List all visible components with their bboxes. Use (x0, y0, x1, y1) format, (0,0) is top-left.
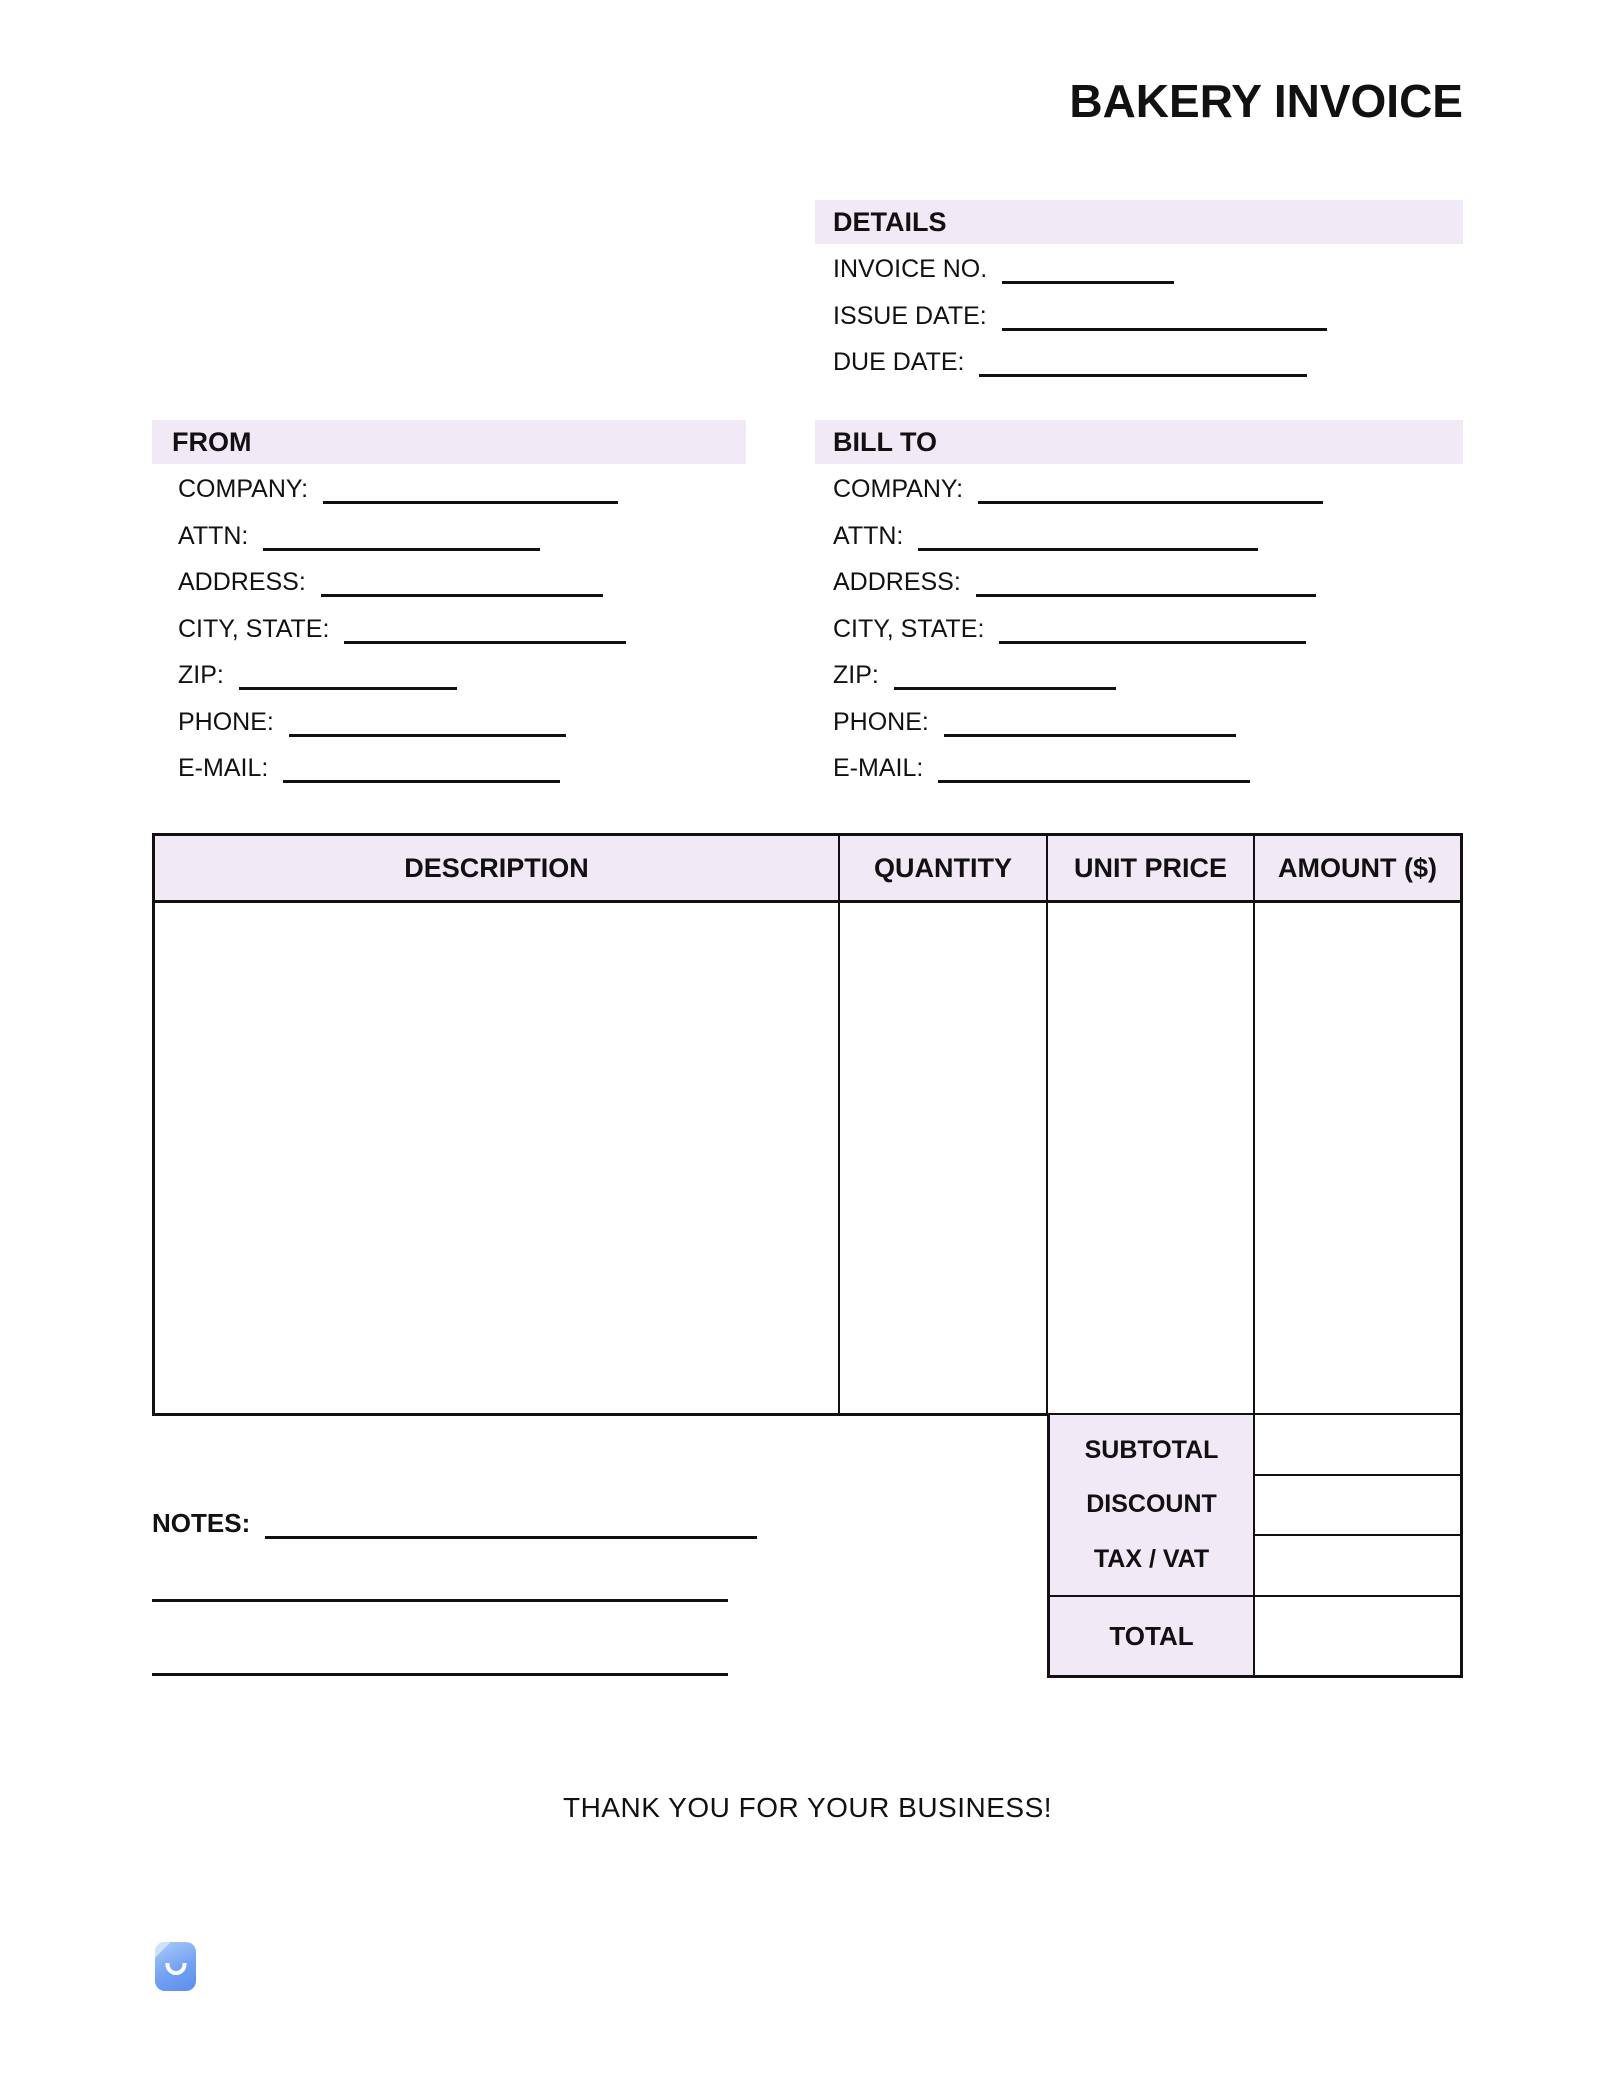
from-company-field[interactable] (323, 501, 618, 504)
from-attn-label: ATTN: (178, 521, 249, 550)
from-phone-label: PHONE: (178, 707, 274, 736)
from-company-label: COMPANY: (178, 475, 309, 503)
smile-document-icon (155, 1942, 196, 1991)
details-heading: DETAILS (833, 206, 947, 237)
discount-label: DISCOUNT (1086, 1490, 1217, 1519)
bill-to-fields (833, 466, 1473, 792)
tax-vat-label: TAX / VAT (1093, 1545, 1210, 1574)
issue-date-label: ISSUE DATE: (833, 301, 987, 330)
from-company-row (178, 466, 778, 513)
from-heading: FROM (172, 426, 252, 457)
bill-to-address-row (833, 559, 1473, 606)
unit-price-column-cell[interactable] (1048, 903, 1255, 1413)
from-phone-row (178, 699, 778, 746)
tax-vat-value-cell[interactable] (1253, 1536, 1463, 1597)
notes-field-line-2[interactable] (152, 1599, 728, 1602)
from-city-state-field[interactable] (344, 641, 626, 644)
bill-to-email-field[interactable] (938, 780, 1250, 783)
invoice-number-field[interactable] (1002, 281, 1174, 284)
smile-icon (165, 1963, 186, 1975)
details-section-header (815, 200, 1463, 244)
bill-to-attn-label: ATTN: (833, 521, 904, 550)
from-zip-field[interactable] (239, 687, 457, 690)
notes-label: NOTES: (152, 1508, 251, 1538)
total-value-cell[interactable] (1253, 1597, 1463, 1678)
bill-to-heading: BILL TO (833, 426, 938, 457)
amount-column-cell[interactable] (1255, 903, 1460, 1413)
from-address-label: ADDRESS: (178, 568, 306, 596)
bill-to-phone-field[interactable] (944, 734, 1236, 737)
bill-to-company-field[interactable] (978, 501, 1323, 504)
bill-to-zip-field[interactable] (894, 687, 1116, 690)
quantity-column-cell[interactable] (840, 903, 1048, 1413)
quantity-column-header: QUANTITY (840, 836, 1048, 903)
unit-price-column-header: UNIT PRICE (1048, 836, 1255, 903)
from-address-row (178, 559, 778, 606)
bill-to-company-label: COMPANY: (833, 475, 964, 503)
totals-labels (1047, 1415, 1253, 1597)
total-label: TOTAL (1047, 1597, 1253, 1678)
description-column-cell[interactable] (155, 903, 840, 1413)
bill-to-address-label: ADDRESS: (833, 568, 961, 596)
from-zip-label: ZIP: (178, 661, 224, 689)
from-attn-row (178, 513, 778, 560)
details-fields (833, 246, 1473, 386)
from-zip-row (178, 652, 778, 699)
from-address-field[interactable] (321, 594, 603, 597)
page-title: BAKERY INVOICE (1069, 75, 1463, 127)
thank-you-message: THANK YOU FOR YOUR BUSINESS! (562, 1792, 1053, 1823)
issue-date-row (833, 293, 1473, 340)
bill-to-phone-label: PHONE: (833, 707, 929, 736)
bill-to-city-state-row (833, 606, 1473, 653)
from-email-field[interactable] (283, 780, 560, 783)
description-column-header: DESCRIPTION (155, 836, 840, 903)
bill-to-address-field[interactable] (976, 594, 1316, 597)
from-fields (178, 466, 778, 792)
bill-to-email-label: E-MAIL: (833, 754, 924, 782)
amount-column-header: AMOUNT ($) (1255, 836, 1460, 903)
from-attn-field[interactable] (263, 548, 540, 551)
from-phone-field[interactable] (289, 734, 566, 737)
bill-to-city-state-field[interactable] (999, 641, 1306, 644)
from-city-state-row (178, 606, 778, 653)
due-date-field[interactable] (979, 374, 1307, 377)
from-city-state-label: CITY, STATE: (178, 614, 330, 643)
from-section-header (152, 420, 746, 464)
bill-to-zip-label: ZIP: (833, 661, 879, 689)
subtotal-value-cell[interactable] (1253, 1415, 1463, 1476)
due-date-label: DUE DATE: (833, 348, 965, 376)
bill-to-phone-row (833, 699, 1473, 746)
bill-to-email-row (833, 745, 1473, 792)
bill-to-attn-field[interactable] (918, 548, 1258, 551)
from-email-label: E-MAIL: (178, 754, 269, 782)
notes-field-line-3[interactable] (152, 1673, 728, 1676)
notes-row (152, 1500, 757, 1546)
invoice-number-row (833, 246, 1473, 293)
bill-to-zip-row (833, 652, 1473, 699)
from-email-row (178, 745, 778, 792)
bill-to-city-state-label: CITY, STATE: (833, 614, 985, 643)
due-date-row (833, 339, 1473, 386)
subtotal-label: SUBTOTAL (1084, 1435, 1219, 1464)
bill-to-company-row (833, 466, 1473, 513)
totals-block (1047, 1415, 1463, 1678)
bill-to-attn-row (833, 513, 1473, 560)
bill-to-section-header (815, 420, 1463, 464)
invoice-number-label: INVOICE NO. (833, 255, 988, 283)
issue-date-field[interactable] (1002, 328, 1327, 331)
discount-value-cell[interactable] (1253, 1476, 1463, 1536)
line-items-table (152, 833, 1463, 1416)
notes-field-line-1[interactable] (265, 1536, 757, 1539)
